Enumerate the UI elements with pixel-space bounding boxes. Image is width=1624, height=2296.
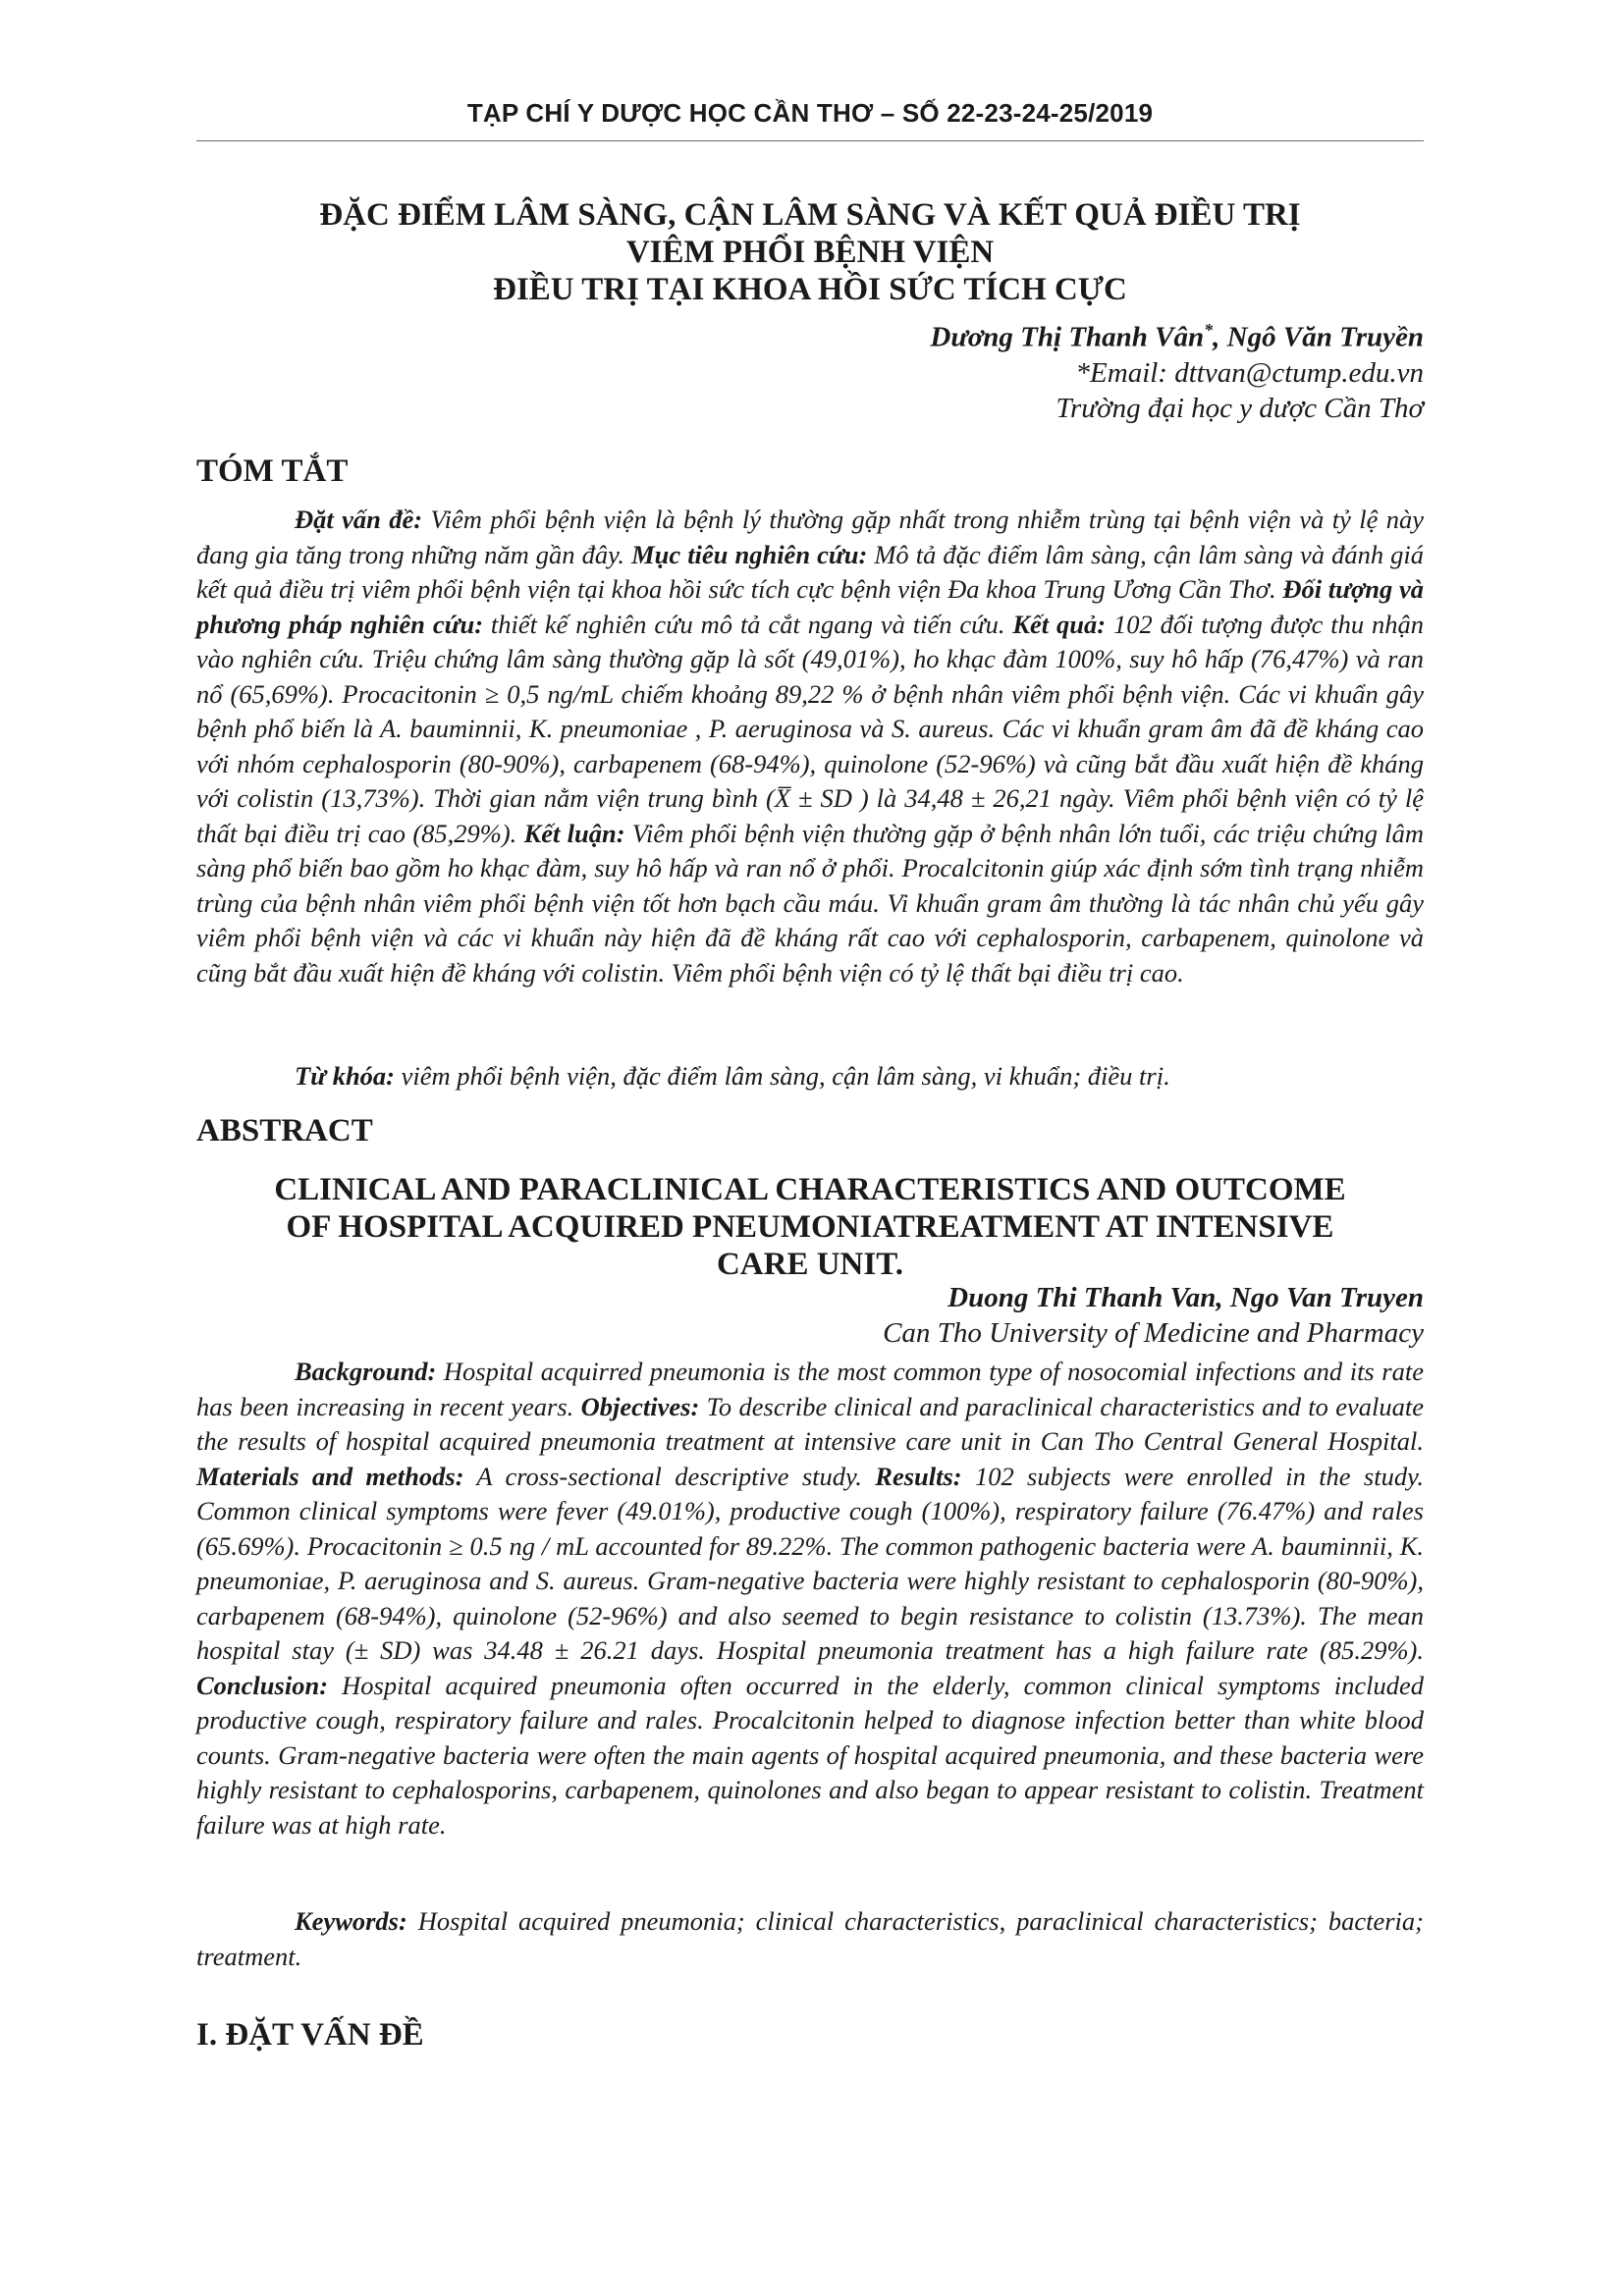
abstract-text: Hospital acquirred pneumonia is the most common type of nosocomial infections and its rate has been increasing in recent years.: [196, 1357, 1424, 1421]
keywords-en-text: Hospital acquired pneumonia; clinical characteristics, paraclinical characteristics; bacteria; treatment.: [196, 1906, 1424, 1971]
title-en-line: CLINICAL AND PARACLINICAL CHARACTERISTICS AND OUTCOME: [274, 1172, 1346, 1207]
summary-label-methods: Đối tượng và phương pháp nghiên cứu:: [196, 574, 1424, 639]
abstract-heading: ABSTRACT: [196, 1113, 373, 1148]
title-en-line: OF HOSPITAL ACQUIRED PNEUMONIATREATMENT AT INTENSIVE: [286, 1209, 1334, 1245]
summary-label-objectives: Mục tiêu nghiên cứu:: [631, 539, 868, 569]
summary-label-results: Kết quả:: [1012, 609, 1107, 639]
summary-paragraph: [196, 503, 1424, 990]
summary-text: Viêm phổi bệnh viện thường gặp ở bệnh nhân lớn tuổi, các triệu chứng lâm sàng phổ biến bao gồm ho khạc đàm, suy hô hấp và ran nổ ở phổi. Procalcitonin giúp xác định sớm tình trạng nhiễm trùng của bệnh nhân viêm phổi bệnh viện tốt hơn bạch cầu máu. Vi khuẩn gram âm thường là tác nhân chủ yếu gây viêm phổi bệnh viện và các vi khuẩn này hiện đã đề kháng rất cao với cephalosporin, carbapenem, quinolone và cũng bắt đầu xuất hiện đề kháng với colistin. Viêm phổi bệnh viện có tỷ lệ thất bại điều trị cao.: [196, 818, 1424, 988]
summary-text: Viêm phổi bệnh viện là bệnh lý thường gặp nhất trong nhiễm trùng tại bệnh viện và tỷ lệ này đang gia tăng trong những năm gần đây.: [196, 505, 1424, 569]
summary-text: thiết kế nghiên cứu mô tả cắt ngang và tiến cứu.: [483, 609, 1013, 639]
keywords-en-label: Keywords:: [295, 1906, 407, 1936]
keywords-vi: [196, 1059, 1424, 1095]
summary-text: 102 đối tượng được thu nhận vào nghiên cứu. Triệu chứng lâm sàng thường gặp là sốt (49,01%), ho khạc đàm 100%, suy hô hấp (76,47%) và ran nổ (65,69%). Procacitonin ≥ 0,5 ng/mL chiếm khoảng 89,22 % ở bệnh nhân viêm phổi bệnh viện. Các vi khuẩn gây bệnh phổ biến là A. bauminnii, K. pneumoniae , P. aeruginosa và S. aureus. Các vi khuẩn gram âm đã đề kháng cao với nhóm cephalosporin (80-90%), carbapenem (68-94%), quinolone (52-96%) và cũng bắt đầu xuất hiện đề kháng với colistin (13,73%). Thời gian nằm viện trung bình (X̅ ± SD ) là 34,48 ± 26,21 ngày. Viêm phổi bệnh viện có tỷ lệ thất bại điều trị cao (85,29%).: [196, 609, 1424, 848]
abstract-label-background: Background:: [295, 1357, 437, 1386]
keywords-vi-label: Từ khóa:: [295, 1061, 396, 1091]
corresponding-mark: *: [1204, 320, 1214, 340]
abstract-text: To describe clinical and paraclinical characteristics and to evaluate the results of hospital acquired pneumonia treatment at intensive care unit in Can Tho Central General Hospital.: [196, 1391, 1425, 1456]
affiliation-en: Can Tho University of Medicine and Pharmacy: [883, 1317, 1424, 1349]
title-english: [196, 1171, 1424, 1283]
abstract-label-conclusion: Conclusion:: [196, 1670, 329, 1700]
summary-heading: TÓM TẮT: [196, 454, 349, 489]
running-header: TẠP CHÍ Y DƯỢC HỌC CẦN THƠ – SỐ 22-23-24-25/2019: [466, 98, 1154, 128]
title-vi-line: ĐIỀU TRỊ TẠI KHOA HỒI SỨC TÍCH CỰC: [493, 272, 1127, 307]
keywords-vi-text: viêm phổi bệnh viện, đặc điểm lâm sàng, cận lâm sàng, vi khuẩn; điều trị.: [395, 1061, 1170, 1091]
abstract-text: A cross-sectional descriptive study.: [463, 1461, 876, 1491]
summary-text: Mô tả đặc điểm lâm sàng, cận lâm sàng và đánh giá kết quả điều trị viêm phổi bệnh viện tại khoa hồi sức tích cực bệnh viện Đa khoa Trung Ương Cần Thơ.: [196, 539, 1424, 604]
abstract-text: 102 subjects were enrolled in the study. Common clinical symptoms were fever (49.01%), productive cough (100%), respiratory failure (76.47%) and rales (65.69%). Procacitonin ≥ 0.5 ng / mL accounted for 89.22%. The common pathogenic bacteria were A. bauminnii, K. pneumoniae, P. aeruginosa and S. aureus. Gram-negative bacteria were highly resistant to cephalosporin (80-90%), carbapenem (68-94%), quinolone (52-96%) and also seemed to begin resistance to colistin (13.73%). The mean hospital stay (± SD) was 34.48 ± 26.21 days. Hospital pneumonia treatment has a high failure rate (85.29%).: [196, 1461, 1424, 1665]
title-vi-line: ĐẶC ĐIỂM LÂM SÀNG, CẬN LÂM SÀNG VÀ KẾT QUẢ ĐIỀU TRỊ: [319, 197, 1301, 233]
abstract-text: Hospital acquired pneumonia often occurred in the elderly, common clinical symptoms included productive cough, respiratory failure and rales. Procalcitonin helped to diagnose infection better than white blood counts. Gram-negative bacteria were often the main agents of hospital acquired pneumonia, and these bacteria were highly resistant to cephalosporins, carbapenem, quinolones and also began to appear resistant to colistin. Treatment failure was at high rate.: [196, 1670, 1424, 1840]
corresponding-email: *Email: dttvan@ctump.edu.vn: [1075, 356, 1424, 389]
coauthor: , Ngô Văn Truyền: [1213, 321, 1424, 353]
section-heading: I. ĐẶT VẤN ĐỀ: [196, 2017, 424, 2053]
first-author: Dương Thị Thanh Vân: [930, 321, 1205, 353]
abstract-label-results: Results:: [875, 1461, 962, 1491]
summary-label-background: Đặt vấn đề:: [295, 505, 423, 534]
author-block-en: [196, 1280, 1424, 1351]
abstract-label-methods: Materials and methods:: [196, 1461, 464, 1491]
keywords-en: [196, 1904, 1424, 1974]
affiliation-vi: Trường đại học y dược Cần Thơ: [1056, 392, 1424, 424]
title-en-line: CARE UNIT.: [716, 1247, 904, 1282]
authors-vi: [196, 312, 1424, 355]
authors-en: Duong Thi Thanh Van, Ngo Van Truyen: [947, 1282, 1424, 1313]
summary-label-conclusion: Kết luận:: [523, 818, 625, 848]
title-vietnamese: [196, 196, 1424, 308]
header-rule: [196, 140, 1424, 141]
title-vi-line: VIÊM PHỔI BỆNH VIỆN: [625, 235, 995, 270]
abstract-paragraph: [196, 1355, 1424, 1842]
abstract-label-objectives: Objectives:: [580, 1391, 700, 1421]
author-block-vi: [196, 312, 1424, 426]
